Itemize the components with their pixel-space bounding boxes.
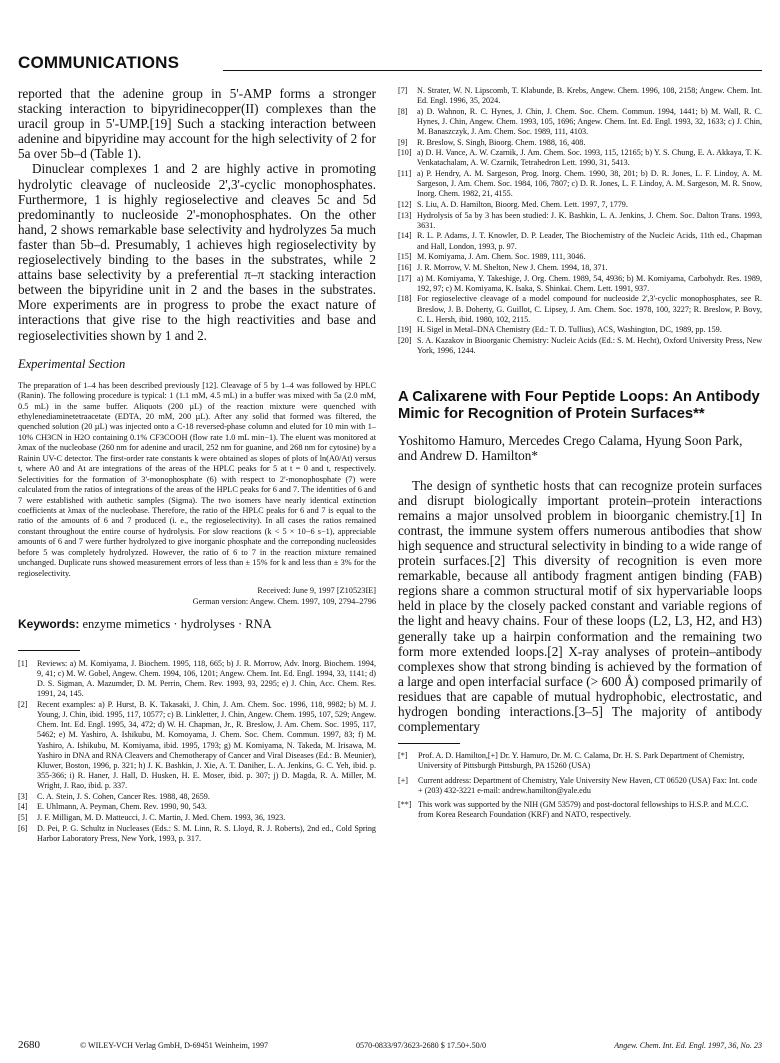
- reference-number: [8]: [398, 106, 408, 116]
- page-header: [18, 50, 762, 76]
- reference-item: [398, 107, 762, 137]
- reference-number: [14]: [398, 231, 412, 241]
- received-note: [18, 585, 376, 607]
- reference-item: [398, 252, 762, 262]
- reference-item: [398, 200, 762, 210]
- received-line: Received: June 9, 1997 [Z10523IE]: [257, 586, 376, 596]
- reference-number: [2]: [18, 700, 28, 710]
- page-number: 2680: [18, 1039, 40, 1051]
- reference-number: [9]: [398, 137, 408, 147]
- reference-number: [16]: [398, 262, 412, 272]
- reference-text: a) M. Komiyama, Y. Takeshige, J. Org. Chem. 1989, 54, 4936; b) M. Komiyama, Carbohydr. Res. 1989, 192, 97; c) M. Komiyama, K. Isaka, S. Shinkai. Chem. Lett. 1991, 937.: [417, 273, 762, 293]
- reference-number: [7]: [398, 86, 408, 95]
- footnote-separator: [398, 743, 460, 744]
- reference-item: [18, 802, 376, 812]
- footnote-text: Prof. A. D. Hamilton,[+] Dr. Y. Hamuro, Dr. M. C. Calama, Dr. H. S. Park Department of Chemistry, University of Pittsburgh Pittsburgh, PA 15260 (USA): [418, 751, 745, 771]
- footnote-item: [398, 800, 762, 820]
- reference-item: [18, 659, 376, 699]
- reference-item: [398, 138, 762, 148]
- reference-item: [18, 792, 376, 802]
- reference-item: [398, 336, 762, 356]
- reference-number: [12]: [398, 200, 412, 209]
- reference-item: [18, 813, 376, 823]
- reference-number: [4]: [18, 802, 28, 812]
- reference-number: [3]: [18, 791, 28, 801]
- reference-text: Reviews: a) M. Komiyama, J. Biochem. 1995, 118, 665; b) J. R. Morrow, Adv. Inorg. Biochem. 1994, 9, 41; c) M. W. Gobel, Angew. Chem. 1994, 106, 1201; Angew. Chem. Int. Ed. Engl. 1994, 33, 1141; d) D. S. Sigman, A. Mazumder, D. M. Perrin, Chem. Rev. 1993, 93, 2295; e) J. Chin, Acc. Chem. Res. 1991, 24, 145.: [37, 659, 376, 699]
- header-rule: [223, 70, 762, 71]
- reference-text: N. Strater, W. N. Lipscomb, T. Klabunde, B. Krebs, Angew. Chem. 1996, 108, 2158; Angew. Chem. Int. Ed. Engl. 1996, 35, 2024.: [417, 86, 762, 106]
- article-title: A Calixarene with Four Peptide Loops: An Antibody Mimic for Recognition of Protein Surfaces**: [398, 389, 760, 423]
- reference-number: [19]: [398, 325, 412, 335]
- publisher-line: © WILEY-VCH Verlag GmbH, D-69451 Weinheim, 1997: [80, 1041, 269, 1050]
- reference-number: [20]: [398, 335, 412, 345]
- reference-item: [398, 325, 762, 335]
- reference-item: [398, 274, 762, 294]
- reference-text: S. A. Kazakov in Bioorganic Chemistry: Nucleic Acids (Ed.: S. M. Hecht), Oxford University Press, New York, 1996, 1244.: [417, 335, 762, 356]
- reference-item: [398, 263, 762, 273]
- experimental-section-title: Experimental Section: [18, 356, 126, 371]
- reference-item: [18, 700, 376, 791]
- footnote-list: [398, 751, 762, 820]
- body-paragraph: reported that the adenine group in 5'-AMP forms a stronger stacking interaction to bipyridinecopper(II) complexes than the uracil group in 5'-UMP.[19] Such a stacking interaction between adenine and bipyridine may account for the high selectivity of 2 for 5a over 5b–d (Table 1).: [18, 86, 376, 162]
- keywords: [18, 617, 376, 632]
- footnote-text: This work was supported by the NIH (GM 53579) and post-doctoral fellowships to H.S.P. and M.C.C. from Korea Research Foundation (KRF) and NATO, respectively.: [418, 799, 749, 820]
- reference-text: E. Uhlmann, A. Peyman, Chem. Rev. 1990, 90, 543.: [37, 802, 207, 812]
- reference-number: [10]: [398, 148, 412, 158]
- reference-number: [18]: [398, 294, 412, 304]
- reference-item: [398, 294, 762, 324]
- right-column: [398, 86, 762, 824]
- footnote-mark: [**]: [398, 799, 412, 809]
- reference-text: D. Pei, P. G. Schultz in Nucleases (Eds.: S. M. Linn, R. S. Lloyd, R. J. Roberts), 2nd ed., Cold Spring Harbor Laboratory Press, New York, 1993, p. 317.: [37, 823, 376, 843]
- reference-list: [398, 86, 762, 356]
- reference-number: [17]: [398, 273, 412, 283]
- reference-number: [13]: [398, 210, 412, 220]
- reference-text: R. Breslow, S. Singh, Bioorg. Chem. 1988, 16, 408.: [417, 137, 586, 147]
- reference-text: J. F. Milligan, M. D. Matteucci, J. C. Martin, J. Med. Chem. 1993, 36, 1923.: [37, 812, 286, 822]
- footnote-mark: [*]: [398, 751, 408, 761]
- keywords-label: Keywords:: [18, 617, 80, 632]
- reference-number: [6]: [18, 823, 28, 833]
- reference-text: Recent examples: a) P. Hurst, B. K. Takasaki, J. Chin, J. Am. Chem. Soc. 1996, 118, 9982; b) M. J. Young, J. Chin, ibid. 1995, 117, 10577; c) B. Linkletter, J. Chin, Angew. Chem. 1995, 107, 529; Angew. Chem. Int. Ed. Engl. 1995, 34, 472; d) W. H. Chapman, Jr., R. Breslow, J. Am. Chem. Soc. 1995, 117, 5462; e) M. Yashiro, A. Ishikubu, M. Komoyama, J. Chem. Soc. Chem. Commun. 1997, 83; f) M. Yashiro, A. Ishikubu, M. Komiyama, ibid. 1995, 1793; g) M. Komiyama, N. Takeda, M. Irisawa, M. Yashiro in DNA and RNA Cleavers and Chemotherapy of Cancer and Viral Diseases (Ed.: B. Meunier), Kluwer, Boston, 1996, p. 321; h) J. K. Bashkin, J. Xie, A. T. Daniher, L. A. Jenkins, G. C. Yeh, ibid. p. 355-366; i) R. Haner, J. Hall, D. Husken, H. E. Moser, ibid. p. 307; j) D. Magda, R. A. Miller, M. Wright, J. Rao, ibid. p. 337.: [37, 700, 376, 790]
- reference-text: For regioselective cleavage of a model compound for nucleoside 2',3'-cyclic monophosphates, see R. Breslow, J. B. Doherty, G. Guillot, C. Lipsey, J. Am. Chem. Soc. 1978, 100, 3227; R. Breslow, P. Bovy, C. L. Hersh, ibid. 1980, 102, 2115.: [417, 294, 762, 324]
- journal-citation: Angew. Chem. Int. Ed. Engl. 1997, 36, No. 23: [614, 1041, 762, 1050]
- keywords-list: enzyme mimetics · hydrolyses · RNA: [82, 617, 272, 632]
- section-title: COMMUNICATIONS: [18, 53, 180, 72]
- references-separator: [18, 650, 80, 651]
- reference-list: [18, 659, 376, 844]
- reference-item: [398, 231, 762, 251]
- reference-item: [398, 148, 762, 168]
- reference-number: [15]: [398, 252, 412, 262]
- footnote-item: [398, 751, 762, 771]
- reference-item: [18, 824, 376, 844]
- reference-text: Hydrolysis of 5a by 3 has been studied: J. K. Bashkin, L. A. Jenkins, J. Chem. Soc. Dalton Trans. 1993, 3631.: [417, 210, 762, 230]
- footnote-text: Current address: Department of Chemistry, Yale University New Haven, CT 06520 (USA) Fax: Int. code + (203) 432-3221 e-mail: andrew.hamilton@yale.edu: [418, 775, 758, 795]
- german-version-line: German version: Angew. Chem. 1997, 109, 2794–2796: [192, 597, 376, 607]
- issn-line: 0570-0833/97/3623-2680 $ 17.50+.50/0: [356, 1041, 487, 1050]
- reference-item: [398, 86, 762, 106]
- reference-item: [398, 211, 762, 231]
- reference-item: [398, 169, 762, 199]
- footnote-mark: [+]: [398, 775, 408, 785]
- reference-text: M. Komiyama, J. Am. Chem. Soc. 1989, 111, 3046.: [417, 252, 586, 262]
- reference-number: [11]: [398, 169, 412, 179]
- reference-text: H. Sigel in Metal–DNA Chemistry (Ed.: T. D. Tullius), ACS, Washington, DC, 1989, pp. 159.: [417, 325, 722, 335]
- experimental-text: The preparation of 1–4 has been described previously [12]. Cleavage of 5 by 1–4 was followed by HPLC (Ranin). The following procedure is typical: 1 (1.1 mM, 4.5 mL) in a buffer was mixed with 5a (2.0 mM, 0.5 mL) in the same buffer. Aliquots (200 µL) of the reaction mixture were quenched with ethylenediaminetetraacetate (EDTA, 20 mM, 200 µL). After any solid that formed was filtered, the quenched solution (20 µL) was injected onto a C-18 reversed-phase column and eluted for 10 min with 1–10% CH3CN in H2O containing 0.1% CF3COOH (flow rate 1.0 mL min−1). The eluent was monitored at λmax of the nucleobase (260 nm for adenine and uracil, 252 nm for guanine, and 268 nm for cytosine) by a Rainin UV-C detector. The first-order rate constants k were obtained as slopes of plots of ln(A0/At) versus t, where A0 and At are integrations of the areas of the HPLC peaks for 5 at t = 0 and t, respectively. Selectivities for the formation of 3'-monophosphate (6) with respect to 2'-monophosphate (7) were calculated from the ratios of integrations of the areas of the HPLC peaks for 6 and 7. The identities of 6 and 7 were established with authetic samples (Sigma). The two isomers have nearly identical extinction coefficients at λmax of the nucleobase. Therefore, the ratio of the HPLC peaks for 6 and 7 is equal to the ratio of the amounts of 6 and 7 produced (i. e., the regioselectivity). In all cases the ratios remained constant throughout the entire course of hydrolysis. For slow reactions (k < 5 × 10−6 s−1), appreciable amounts of 6 and 7 were further hydrolyzed to give inorganic phosphate and the correponding nucleosides before 5 was completely hydrolyzed. However, the ratio of 6 to 7 in the reaction mixture remained unchanged. Duplicate runs showed measurement errors of less than ± 15% for k and less than ± 3% for the regioselectivity.: [18, 380, 376, 578]
- reference-number: [1]: [18, 659, 28, 669]
- reference-text: C. A. Stein, J. S. Cohen, Cancer Res. 1988, 48, 2659.: [37, 791, 210, 801]
- reference-text: a) D. H. Vance, A. W. Czarnik, J. Am. Chem. Soc. 1993, 115, 12165; b) Y. S. Chung, E. A. Akkaya, T. K. Venkatachalam, A. W. Czarnik, Tetrahedron Lett. 1990, 31, 5413.: [417, 148, 762, 168]
- reference-text: a) D. Wahnon, R. C. Hynes, J. Chin, J. Chem. Soc. Chem. Commun. 1994, 1441; b) M. Wall, R. C. Hynes, J. Chin, Angew. Chem. 1993, 105, 1696; Angew. Chem. Int. Ed. Engl. 1993, 32, 1633; c) J. Chin, M. Banaszczyk, J. Am. Chem. Soc. 1989, 111, 4103.: [417, 106, 762, 136]
- reference-text: J. R. Morrow, V. M. Shelton, New J. Chem. 1994, 18, 371.: [417, 262, 608, 272]
- left-column: [18, 86, 376, 844]
- reference-text: a) P. Hendry, A. M. Sargeson, Prog. Inorg. Chem. 1990, 38, 201; b) D. R. Jones, L. F. Lindoy, A. M. Sargeson, J. Am. Chem. Soc. 1984, 106, 7807; c) D. R. Jones, L. F. Lindoy, A. M. Sargeson, M. R. Snow, Inorg. Chem. 1982, 21, 4155.: [417, 169, 762, 199]
- footnote-item: [398, 776, 762, 796]
- reference-number: [5]: [18, 812, 28, 822]
- page-footer: [18, 1041, 762, 1055]
- body-paragraph: Dinuclear complexes 1 and 2 are highly active in promoting hydrolytic cleavage of nucleoside 2',3'-cyclic monophosphates. Furthermore, 1 is highly regioselective and cleaves 5c and 5d predominantly to nucleoside 2'-monophosphates. On the other hand, 2 shows remarkable base selectivity and hydrolyzes 5a much faster than 5b–d. Presumably, 1 achieves high regioselectivity by regioselectively binding to the bases in the substrates, while 2 attains base selectivity by a preferential π–π stacking interaction between the bipyridine unit in 2 and the bases in the substrates. More experiments are in progress to probe the exact nature of interactions that give rise to the high reactivities and base and regioselectivities shown by 1 and 2.: [18, 161, 376, 343]
- article-authors: Yoshitomo Hamuro, Mercedes Crego Calama, Hyung Soon Park, and Andrew D. Hamilton*: [398, 433, 743, 464]
- reference-text: S. Liu, A. D. Hamilton, Bioorg. Med. Chem. Lett. 1997, 7, 1779.: [417, 200, 628, 209]
- article-body-paragraph: The design of synthetic hosts that can recognize protein surfaces and disrupt biologically important protein–protein interactions remains a major unsolved problem in bioorganic chemistry.[1] In contrast, the immune system offers numerous antibodies that show high sequence and structural selectivity in binding to a wide range of protein surfaces.[2] This diversity of recognition is even more remarkable, because all antibody fragment antigen binding (FAB) regions share a common structural motif of six hypervariable loops held in place by the closely packed constant and variable regions of the light and heavy chains. Four of these loops (L2, L3, H2, and H3) generally take up a hairpin conformation and the remaining two form more extended loops.[2] X-ray analyses of protein–antibody complexes show that strong binding is achieved by the formation of a large and open interfacial surface (> 600 Å) composed primarily of residues that are capable of mutual hydrophobic, electrostatic, and hydrogen bonding interactions.[3–5] The majority of antibody complementary: [398, 477, 762, 735]
- reference-text: R. L. P. Adams, J. T. Knowler, D. P. Leader, The Biochemistry of the Nucleic Acids, 11th ed., Chapman and Hall, London, 1993, p. 97.: [417, 231, 762, 251]
